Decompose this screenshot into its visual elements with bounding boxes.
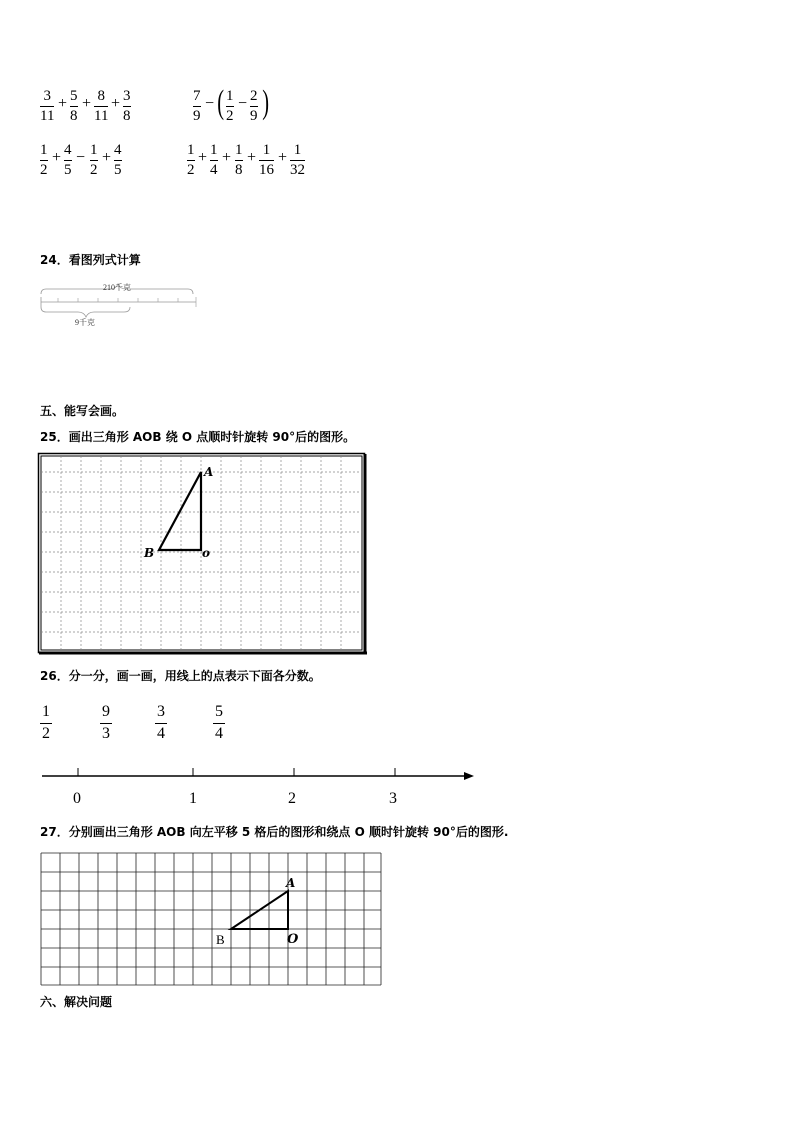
left-paren: ( [217, 84, 225, 121]
q27-solid-grid [41, 853, 381, 985]
triangle-aob [159, 472, 201, 550]
section-6-title: 六、解决问题 [40, 995, 113, 1009]
label-b: B [144, 546, 155, 560]
plus-sign: + [278, 149, 288, 166]
plus-sign: + [247, 149, 257, 166]
question-26-title: 26．分一分，画一画，用线上的点表示下面各分数。 [40, 669, 321, 683]
plus-sign: + [111, 95, 121, 112]
minus-sign: − [76, 149, 86, 166]
fraction: 1 2 [40, 142, 48, 178]
minus-sign: − [238, 95, 248, 112]
fraction: 9 3 [102, 703, 110, 742]
fraction: 1 32 [290, 142, 305, 178]
section-5-title: 五、能写会画。 [40, 404, 125, 418]
question-25-title: 25．画出三角形 AOB 绕 O 点顺时针旋转 90°后的图形。 [40, 430, 356, 444]
plus-sign: + [102, 149, 112, 166]
fraction: 1 16 [259, 142, 274, 178]
fraction: 7 9 [193, 88, 201, 124]
label-a: A [286, 876, 296, 890]
plus-sign: + [58, 95, 68, 112]
fraction: 1 2 [187, 142, 195, 178]
q27-grid-svg [40, 852, 384, 988]
fraction: 5 4 [215, 703, 223, 742]
fraction: 3 11 [40, 88, 55, 124]
fraction: 8 11 [94, 88, 109, 124]
fraction: 3 4 [157, 703, 165, 742]
label-b: B [216, 932, 225, 947]
bottom-weight-label: 9千克 [75, 318, 95, 327]
plus-sign: + [52, 149, 62, 166]
fraction: 1 2 [90, 142, 98, 178]
label-o: o [202, 546, 211, 560]
axis-arrow [464, 772, 474, 780]
plus-sign: + [82, 95, 92, 112]
tick-label: 3 [389, 790, 397, 807]
tick-label: 1 [189, 790, 197, 807]
tick-label: 2 [288, 790, 296, 807]
fraction: 1 2 [226, 88, 234, 124]
fraction: 1 4 [210, 142, 218, 178]
bottom-brace [41, 307, 130, 317]
plus-sign: + [222, 149, 232, 166]
question-24-title: 24．看图列式计算 [40, 253, 141, 267]
question-27-title: 27．分别画出三角形 AOB 向左平移 5 格后的图形和绕点 O 顺时针旋转 90°后的图形. [40, 825, 509, 839]
right-paren: ) [262, 84, 270, 121]
top-weight-label: 210千克 [103, 283, 131, 292]
fraction: 1 2 [42, 703, 50, 742]
plus-sign: + [198, 149, 208, 166]
fraction: 2 9 [250, 88, 258, 124]
number-line-svg [40, 765, 480, 785]
label-o: O [287, 932, 299, 947]
fraction: 4 5 [64, 142, 72, 178]
fraction: 3 8 [123, 88, 131, 124]
fraction: 4 5 [114, 142, 122, 178]
label-a: A [204, 465, 214, 479]
fraction: 1 8 [235, 142, 243, 178]
fraction: 5 8 [70, 88, 78, 124]
minus-sign: − [205, 95, 215, 112]
tick-label: 0 [73, 790, 81, 807]
